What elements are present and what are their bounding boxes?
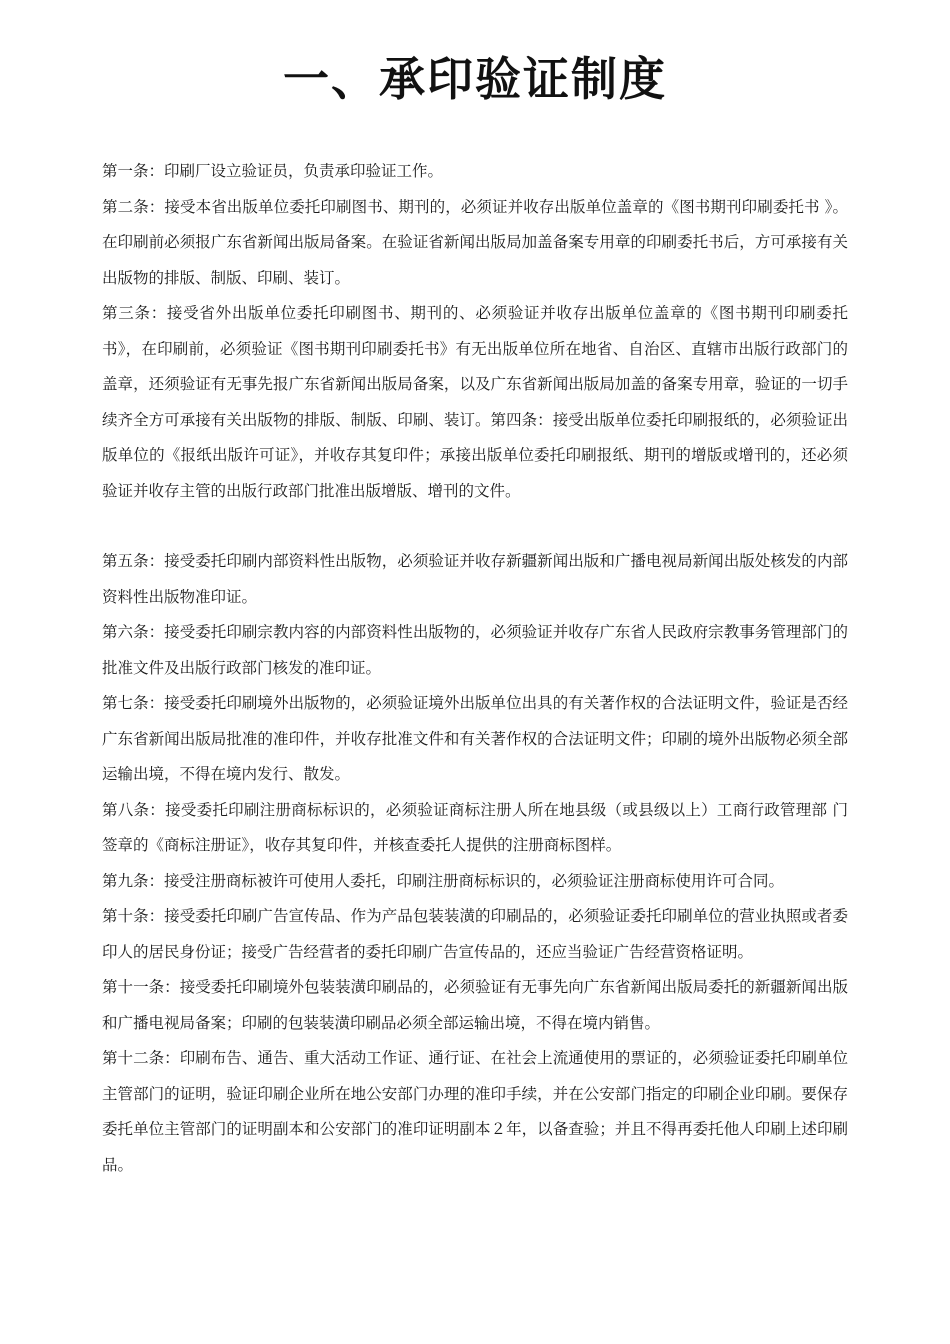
page-title: 一、承印验证制度 — [283, 52, 667, 106]
article-2: 第二条：接受本省出版单位委托印刷图书、期刊的，必须证并收存出版单位盖章的《图书期刊印刷委托书 》。在印刷前必须报广东省新闻出版局备案。在验证省新闻出版局加盖备案专用章的印刷委托书后，方可承接有关出版物的排版、制版、印刷、装订。 — [102, 197, 848, 287]
document-body — [102, 154, 848, 1183]
article-7: 第七条：接受委托印刷境外出版物的，必须验证境外出版单位出具的有关著作权的合法证明文件，验证是否经广东省新闻出版局批准的准印件，并收存批准文件和有关著作权的合法证明文件；印刷的境外出版物必须全部运输出境，不得在境内发行、散发。 — [102, 694, 848, 783]
article-6: 第六条：接受委托印刷宗教内容的内部资料性出版物的，必须验证并收存广东省人民政府宗教事务管理部门的批准文件及出版行政部门核发的准印证。 — [102, 623, 848, 677]
article-1: 第一条：印刷厂设立验证员，负责承印验证工作。 — [102, 162, 444, 180]
article-9: 第九条：接受注册商标被许可使用人委托，印刷注册商标标识的，必须验证注册商标使用许可合同。 — [102, 871, 785, 890]
article-12: 第十二条：印刷布告、通告、重大活动工作证、通行证、在社会上流通使用的票证的，必须验证委托印刷单位主管部门的证明，验证印刷企业所在地公安部门办理的准印手续，并在公安部门指定的印刷企业印刷。要保存委托单位主管部门的证明副本和公安部门的准印证明副本２年，以备查验；并且不得再委托他人印刷上述印刷品。 — [102, 1049, 848, 1174]
article-8: 第八条：接受委托印刷注册商标标识的，必须验证商标注册人所在地县级（或县级以上）工商行政管理部 门签章的《商标注册证》，收存其复印件，并核查委托人提供的注册商标图样。 — [102, 800, 848, 854]
article-11: 第十一条：接受委托印刷境外包装装潢印刷品的，必须验证有无事先向广东省新闻出版局委托的新疆新闻出版和广播电视局备案；印刷的包装装潢印刷品必须全部运输出境，不得在境内销售。 — [102, 978, 848, 1032]
article-3-4: 第三条：接受省外出版单位委托印刷图书、期刊的、必须验证并收存出版单位盖章的《图书期刊印刷委托书》，在印刷前，必须验证《图书期刊印刷委托书》有无出版单位所在地省、自治区、直辖市出版行政部门的盖章，还须验证有无事先报广东省新闻出版局备案，以及广东省新闻出版局加盖的备案专用章，验证的一切手续齐全方可承接有关出版物的排版、制版、印刷、装订。第四条：接受出版单位委托印刷报纸的，必须验证出版单位的《报纸出版许可证》，并收存其复印件；承接出版单位委托印刷报纸、期刊的增版或增刊的，还必须验证并收存主管的出版行政部门批准出版增版、增刊的文件。 — [102, 304, 848, 500]
article-5: 第五条：接受委托印刷内部资料性出版物，必须验证并收存新疆新闻出版和广播电视局新闻出版处核发的内部资料性出版物准印证。 — [102, 552, 848, 606]
article-10: 第十条：接受委托印刷广告宣传品、作为产品包装装潢的印刷品的，必须验证委托印刷单位的营业执照或者委印人的居民身份证；接受广告经营者的委托印刷广告宣传品的，还应当验证广告经营资格证明。 — [102, 907, 848, 961]
